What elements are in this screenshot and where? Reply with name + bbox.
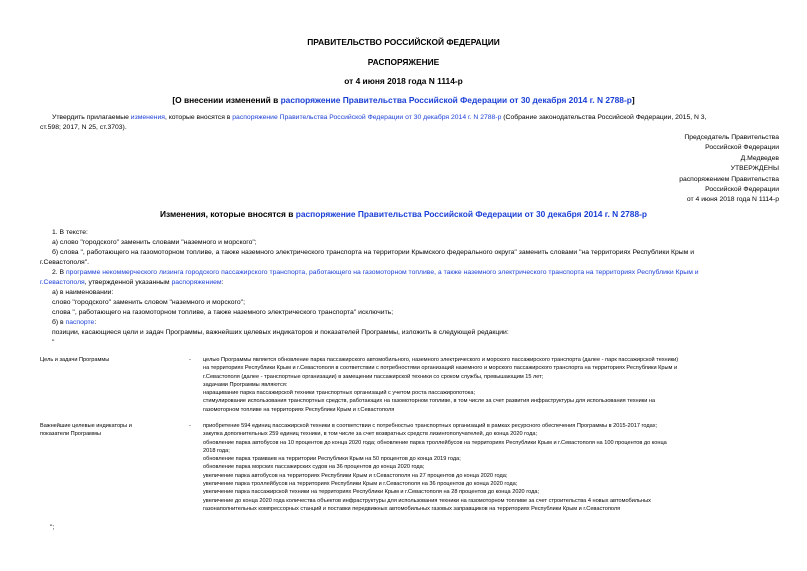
- document-date-number: от 4 июня 2018 года N 1114-р: [344, 76, 463, 86]
- row1-line: наращивание парка пассажирской техники транспортных организаций с учетом роста пассажиропотока;: [203, 390, 476, 397]
- item-2-line-2: [40, 278, 780, 288]
- row2-line: 2018 года;: [203, 447, 230, 454]
- order-link[interactable]: распоряжение Правительства Российской Федерации от 30 декабря 2014 г. N 2788-р: [232, 114, 502, 121]
- document-subtitle: [0, 95, 807, 105]
- intro-paragraph: [40, 113, 780, 133]
- government-title: ПРАВИТЕЛЬСТВО РОССИЙСКОЙ ФЕДЕРАЦИИ: [307, 37, 500, 47]
- item-2b-1: позиции, касающиеся цели и задач Программы, важнейших целевых индикаторов и показателей Программы, изложить в следующей редакции:: [52, 329, 509, 336]
- changes-title: [0, 209, 807, 219]
- item-2a-1: слово "городского" заменить словом "наземного и морского";: [52, 299, 245, 306]
- intro-line-2: ст.598; 2017, N 25, ст.3703).: [40, 124, 127, 131]
- signature-line-2: Российской Федерации: [705, 144, 779, 152]
- row2-content: [203, 422, 793, 513]
- signature-line-3: Д.Медведев: [740, 154, 779, 162]
- row2-line: обновление парка автобусов на 10 процентов до конца 2020 года; обновление парка троллейбусов на территориях Республики Крым и г.Севастополя на 100 процентов до конца: [203, 439, 667, 446]
- item-2: [40, 268, 780, 278]
- intro-text-1: Утвердить прилагаемые: [52, 114, 131, 121]
- row1-label: Цель и задачи Программы: [40, 357, 110, 363]
- item-1b-line-2: г.Севастополя".: [40, 259, 90, 266]
- row2-line: увеличение парка троллейбусов на территориях Республики Крым и г.Севастополя на 36 процентов до конца 2020 года;: [203, 481, 518, 488]
- signature-line-7: от 4 июня 2018 года N 1114-р: [686, 196, 779, 204]
- row2-line: обновление парка трамваев на территории Республики Крым на 50 процентов до конца 2019 года;: [203, 456, 461, 463]
- item-2-pre: 2. В: [52, 269, 66, 276]
- intro-text-3: (Собрание законодательства Российской Федерации, 2015, N 3,: [501, 114, 707, 121]
- program-link[interactable]: программе некоммерческого лизинга городского пассажирского транспорта, работающего на газомоторном топливе, а также наземного электрического транспорта на территориях Республики Крым и: [65, 269, 699, 276]
- row2-label: [40, 422, 132, 439]
- item-2b-pre: б) в: [52, 319, 66, 326]
- row2-dash: -: [189, 423, 191, 429]
- signature-line-5: распоряжением Правительства: [679, 175, 779, 183]
- row2-line: увеличение парка пассажирской техники на территориях Республики Крым и г.Севастополя на 28 процентов до конца 2020 года;: [203, 489, 540, 496]
- signature-line-1: Председатель Правительства: [684, 134, 779, 141]
- changes-title-text: Изменения, которые вносятся в: [159, 209, 296, 219]
- changes-title-link[interactable]: распоряжение Правительства Российской Федерации от 30 декабря 2014 г. N 2788-р: [295, 209, 648, 219]
- item-2b: [40, 318, 780, 328]
- row1-line: стимулирование использования транспортных средств, работающих на газомоторном топливе, в том числе за счет развития инфраструктуры для использования техники на: [203, 398, 656, 405]
- signature-line-6: Российской Федерации: [705, 186, 779, 194]
- quote-close: ";: [50, 524, 55, 531]
- row2-line: увеличение до конца 2020 года количества объектов инфраструктуры для использования техники на газомоторном топливе за счет строительства 4 новых автомобильных: [203, 497, 651, 504]
- row1-line: газомоторном топливе на территориях Республики Крым и г.Севастополя: [203, 406, 395, 413]
- row2-label-line-2: показатели Программы: [40, 431, 101, 438]
- row2-line: приобретение 594 единиц пассажирской техники в соответствии с потребностью транспортных организаций в рамках ресурсного обеспечения Программы в 2015-2017 годах;: [203, 423, 658, 429]
- row1-line: целью Программы является обновление парка пассажирского автомобильного, наземного электрического и морского пассажирского транспорта (далее - парк пассажирской техники): [203, 357, 679, 363]
- row2-label-line-1: Важнейшие целевые индикаторы и: [40, 423, 132, 429]
- item-1: 1. В тексте:: [52, 229, 88, 236]
- row1-line: на территориях Республики Крым и г.Севастополя в соответствии с потребностями организаций наземного и морского пассажирского транспорта на территориях Республики Крым и: [203, 365, 678, 372]
- item-2-mid: , утвержденной указанным: [84, 279, 172, 286]
- row2-line: закупка дополнительных 259 единиц техники, в том числе за счет возвратных средств лизингополучателей, до конца 2020 года;: [203, 431, 538, 438]
- row1-line: г.Севастополя (далее - транспортные организации) в замещении пассажирской техники со сроком службы, превышающим 15 лет;: [203, 373, 544, 380]
- subtitle-link[interactable]: распоряжение Правительства Российской Федерации от 30 декабря 2014 г. N 2788-р: [280, 95, 632, 105]
- row1-dash: -: [189, 357, 191, 363]
- item-1b-line-1: б) слова ", работающего на газомоторном топливе, а также наземного электрического транспорта на территории Крымского федерального округа" заменить словами "на территориях Республики Крым и: [52, 249, 695, 256]
- program-link-cont[interactable]: г.Севастополя: [40, 279, 85, 286]
- quote-open: ": [52, 339, 55, 346]
- row1-line: задачами Программы являются:: [203, 381, 288, 388]
- signature-line-4: УТВЕРЖДЕНЫ: [730, 165, 779, 173]
- document-type: РАСПОРЯЖЕНИЕ: [367, 57, 440, 67]
- signature-block: [679, 133, 779, 206]
- row2-line: увеличение парка автобусов на территориях Республики Крым и г.Севастополя на 27 процентов до конца 2020 года;: [203, 472, 508, 479]
- subtitle-open: [О внесении изменений в: [172, 95, 281, 105]
- changes-body: [40, 228, 780, 348]
- item-2a-2: слова ", работающего на газомоторном топливе, а также наземного электрического транспорта" исключить;: [52, 309, 394, 316]
- passport-link[interactable]: паспорте: [65, 319, 95, 326]
- intro-text-2: , которые вносятся в: [164, 114, 233, 121]
- changes-link[interactable]: изменения: [130, 114, 165, 121]
- item-1a: а) слово "городского" заменить словами "наземного и морского";: [52, 239, 257, 246]
- item-2b-post: :: [94, 319, 97, 326]
- order-link-2[interactable]: распоряжением: [171, 279, 222, 286]
- item-2a: а) в наименовании:: [52, 289, 114, 296]
- row2-line: газонаполнительных компрессорных станций и поставки передвижных автомобильных газовых заправщиков на территориях Республики Крым и г.Севастополя: [203, 505, 621, 512]
- subtitle-close: ]: [631, 95, 635, 105]
- row2-line: обновление парка морских пассажирских судов на 36 процентов до конца 2020 года;: [203, 464, 425, 471]
- row1-content: [203, 356, 793, 414]
- item-2-post: :: [221, 279, 224, 286]
